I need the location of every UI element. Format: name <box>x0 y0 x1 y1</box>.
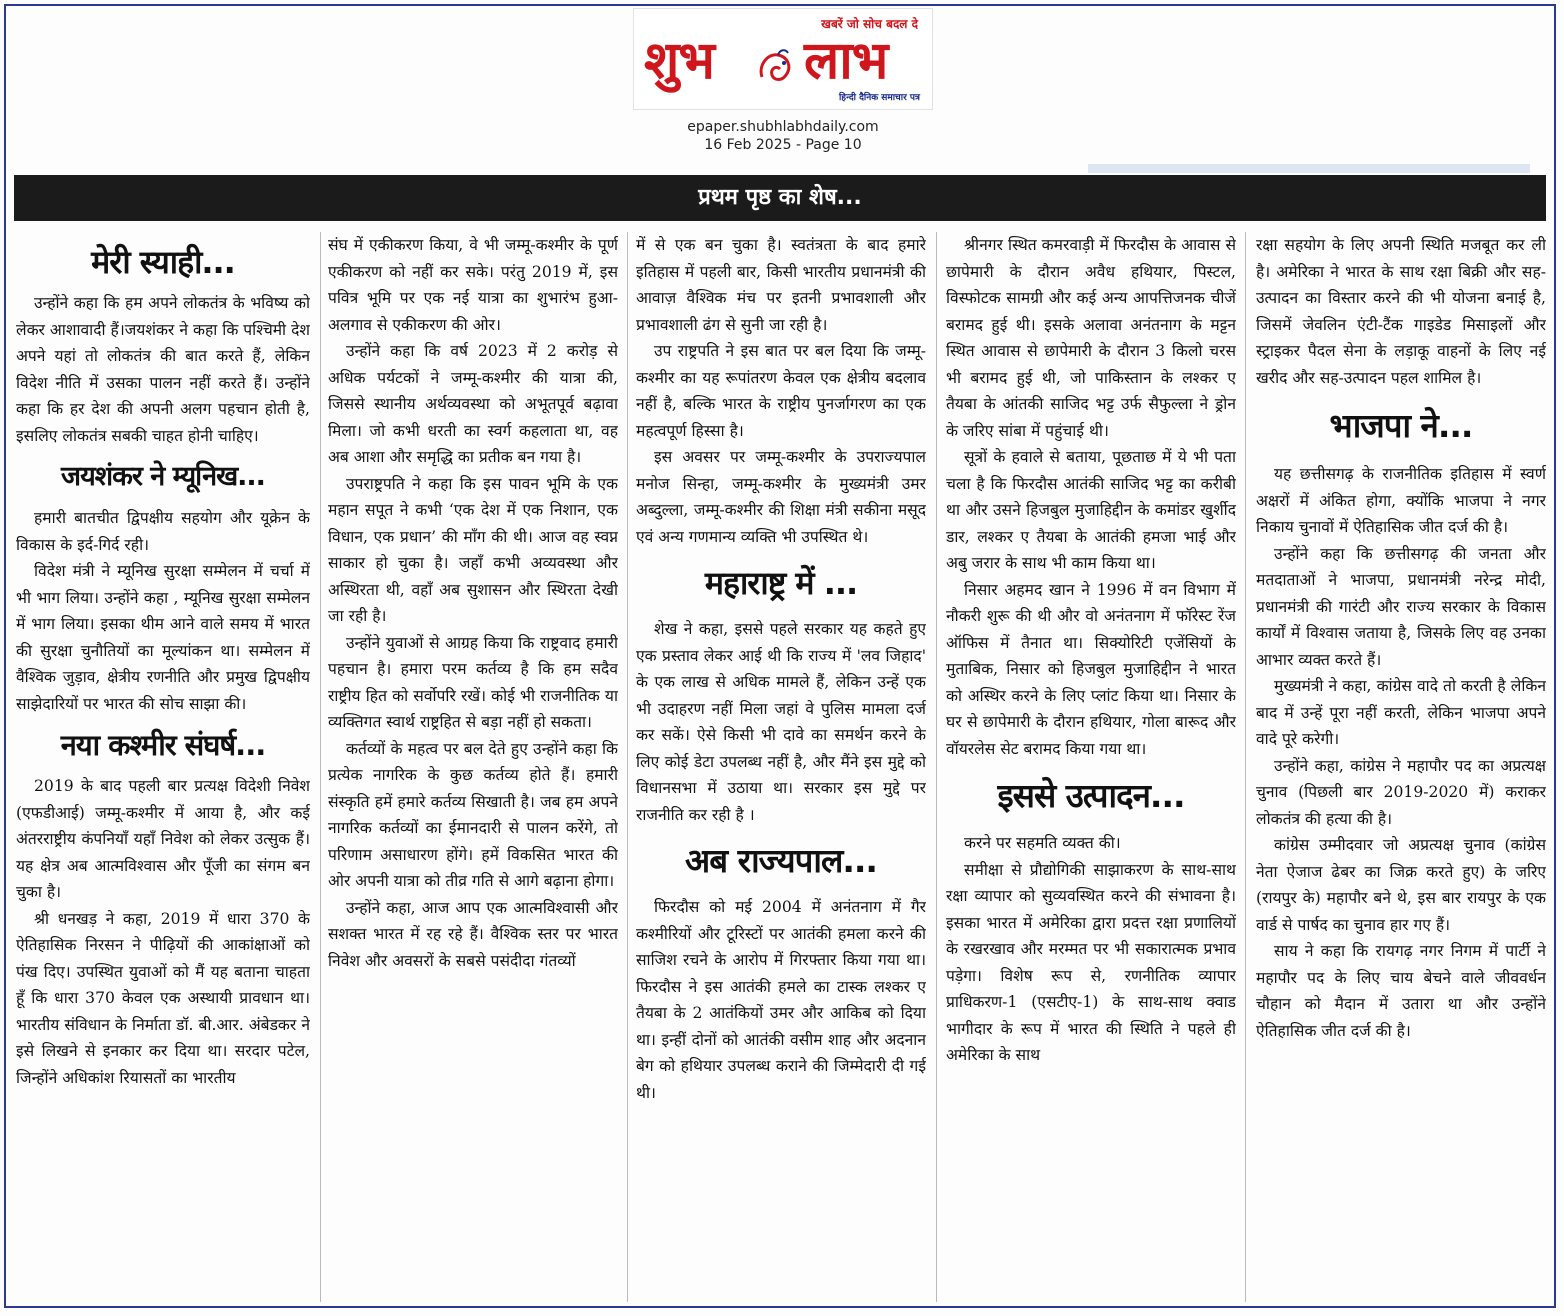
article-paragraph: उन्होंने कहा कि हम अपने लोकतंत्र के भविष्य को लेकर आशावादी हैं।जयशंकर ने कहा कि पश्चिमी देश अपने यहां तो लोकतंत्र की बात करते हैं, लेकिन विदेश नीति में उसका पालन नहीं करते हैं। उन्होंने कहा कि हर देश की अपनी अलग पहचान होती है, इसलिए लोकतंत्र सबकी चाहत होनी चाहिए। <box>16 294 310 445</box>
article-paragraph: उन्होंने कहा कि वर्ष 2023 में 2 करोड़ से अधिक पर्यटकों ने जम्मू-कश्मीर की यात्रा की, जिससे स्थानीय अर्थव्यवस्था को अभूतपूर्व बढ़ावा मिला। जो कभी धरती का स्वर्ग कहलाता था, वह अब आशा और समृद्धि का प्रतीक बन गया है। <box>328 342 618 466</box>
article-paragraph: उन्होंने युवाओं से आग्रह किया कि राष्ट्रवाद हमारी पहचान है। हमारा परम कर्तव्य है कि हम सदैव राष्ट्रीय हित को सर्वोपरि रखें। कोई भी राजनीतिक या व्यक्तिगत स्वार्थ राष्ट्रहित से बड़ा नहीं हो सकता। <box>328 633 618 731</box>
page-info <box>560 118 1006 154</box>
ganesh-logo-icon <box>754 47 800 87</box>
headline-meri-syahi: मेरी स्याही... <box>91 243 235 281</box>
column-1 <box>16 232 310 1307</box>
column-2 <box>328 232 618 1307</box>
column-3 <box>636 232 926 1307</box>
headline-naya-kashmir: नया कश्मीर संघर्ष... <box>60 728 266 762</box>
section-banner: प्रथम पृष्ठ का शेष... <box>14 175 1546 221</box>
article-paragraph: रक्षा सहयोग के लिए अपनी स्थिति मजबूत कर ली है। अमेरिका ने भारत के साथ रक्षा बिक्री और सह-उत्पादन का विस्तार करने की भी योजना बनाई है, जिसमें जेवलिन एंटी-टैंक गाइडेड मिसाइलों और स्ट्राइकर पैदल सेना के लड़ाकू वाहनों के लिए नई खरीद और सह-उत्पादन पहल शामिल है। <box>1256 236 1546 387</box>
headline-ab-rajyapal: अब राज्यपाल... <box>685 841 877 880</box>
masthead-tagline: खबरें जो सोच बदल दे <box>821 17 918 31</box>
article-paragraph: यह छत्तीसगढ़ के राजनीतिक इतिहास में स्वर्ण अक्षरों में अंकित होगा, क्योंकि भाजपा ने नगर निकाय चुनावों में ऐतिहासिक जीत दर्ज की है। <box>1256 465 1546 536</box>
column-5 <box>1256 232 1546 1307</box>
epaper-url[interactable]: epaper.shubhlabhdaily.com <box>687 119 879 135</box>
logo-word-right: लाभ <box>804 31 888 91</box>
article-paragraph: उन्होंने कहा कि छत्तीसगढ़ की जनता और मतदाताओं ने भाजपा, प्रधानमंत्री नरेन्द्र मोदी, प्रधानमंत्री की गारंटी और राज्य सरकार के विकास कार्यों में विश्वास जताया है, जिसके लिए वह उनका आभार व्यक्त करते हैं। <box>1256 544 1546 669</box>
article-paragraph: उप राष्ट्रपति ने इस बात पर बल दिया कि जम्मू-कश्मीर का यह रूपांतरण केवल एक क्षेत्रीय बदलाव नहीं है, बल्कि भारत के राष्ट्रीय पुनर्जागरण का एक महत्वपूर्ण हिस्सा है। <box>636 342 926 440</box>
headline-maharashtra: महाराष्ट्र में ... <box>704 564 858 602</box>
article-paragraph: 2019 के बाद पहली बार प्रत्यक्ष विदेशी निवेश (एफडीआई) जम्मू-कश्मीर में आया है, और कई अंतरराष्ट्रीय कंपनियाँ यहाँ निवेश को लेकर उत्सुक हैं। यह क्षेत्र अब आत्मविश्वास और पूँजी का संगम बन चुका है। <box>16 777 310 901</box>
article-paragraph: करने पर सहमति व्यक्त की। <box>964 834 1121 852</box>
article-paragraph: उन्होंने कहा, कांग्रेस ने महापौर पद का अप्रत्यक्ष चुनाव (पिछली बार 2019-2020 में) कराकर लोकतंत्र की हत्या की है। <box>1256 756 1546 828</box>
article-paragraph: श्री धनखड़ ने कहा, 2019 में धारा 370 के ऐतिहासिक निरसन ने पीढ़ियों की आकांक्षाओं को पंख दिए। उपस्थित युवाओं को मैं यह बताना चाहता हूँ कि धारा 370 केवल एक अस्थायी प्रावधान था। भारतीय संविधान के निर्माता डॉ. बी.आर. अंबेडकर ने इसे लिखने से इनकार कर दिया था। सरदार पटेल, जिन्होंने अधिकांश रियासतों का भारतीय <box>16 909 310 1087</box>
article-paragraph: फिरदौस को मई 2004 में अनंतनाग में गैर कश्मीरियों और टूरिस्टों पर आतंकी हमला करने की साजिश रचने के आरोप में गिरफ्तार किया गया था। फिरदौस ने इस आतंकी हमले का टास्क लश्कर ए तैयबा के 2 आतंकियों उमर और आकिब को दिया था। इन्हीं दोनों को आतंकी वसीम शाह और अदनान बेग को हथियार उपलब्ध कराने की जिम्मेदारी दी गई थी। <box>636 898 926 1102</box>
article-paragraph: कर्तव्यों के महत्व पर बल देते हुए उन्होंने कहा कि प्रत्येक नागरिक के कुछ कर्तव्य होते हैं। हमारी संस्कृति हमें हमारे कर्तव्य सिखाती है। जब हम अपने नागरिक कर्तव्यों का ईमानदारी से पालन करेंगे, तो परिणाम असाधारण होंगे। हमें विकसित भारत की ओर अपनी यात्रा को तीव्र गति से आगे बढ़ाना होगा। <box>328 739 618 890</box>
decorative-rule <box>1088 164 1530 173</box>
masthead-subline: हिन्दी दैनिक समाचार पत्र <box>838 93 920 103</box>
article-paragraph: में से एक बन चुका है। स्वतंत्रता के बाद हमारे इतिहास में पहली बार, किसी भारतीय प्रधानमंत्री की आवाज़ वैश्विक मंच पर इतनी प्रभावशाली और प्रभावशाली ढंग से सुनी जा रही है। <box>636 236 926 334</box>
article-paragraph: विदेश मंत्री ने म्यूनिख सुरक्षा सम्मेलन में चर्चा में भी भाग लिया। उन्होंने कहा , म्यूनिख सुरक्षा सम्मेलन में भाग लिया। इसका थीम आने वाले समय में भारत की सुरक्षा चुनौतियों का मूल्यांकन था। सम्मेलन में वैश्विक जुड़ाव, क्षेत्रीय रणनीति और प्रमुख द्विपक्षीय साझेदारियों पर भारत की सोच साझा की। <box>16 562 310 713</box>
headline-bhajpa-ne: भाजपा ने... <box>1329 406 1473 445</box>
article-paragraph: साय ने कहा कि रायगढ़ नगर निगम में पार्टी ने महापौर पद के लिए चाय बेचने वाले जीववर्धन चौहान को मैदान में उतारा था और उन्होंने ऐतिहासिक जीत दर्ज की है। <box>1256 942 1546 1040</box>
article-paragraph: कांग्रेस उम्मीदवार जो अप्रत्यक्ष चुनाव (कांग्रेस नेता ऐजाज ढेबर का जिक्र करते हुए) के जरिए (रायपुर के) महापौर बने थे, इस बार रायपुर के एक वार्ड से पार्षद का चुनाव हार गए हैं। <box>1256 836 1546 934</box>
article-paragraph: संघ में एकीकरण किया, वे भी जम्मू-कश्मीर के पूर्ण एकीकरण को नहीं कर सके। परंतु 2019 में, इस पवित्र भूमि पर एक नई यात्रा का शुभारंभ हुआ-अलगाव से एकीकरण की ओर। <box>328 236 618 334</box>
article-paragraph: सूत्रों के हवाले से बताया, पूछताछ में ये भी पता चला है कि फिरदौस आतंकी साजिद भट्ट का करीबी था और उसने हिजबुल मुजाहिद्दीन के कमांडर खुर्शीद डार, लश्कर ए तैयबा के आतंकी हमजा भाई और अबु जरार के साथ भी काम किया था। <box>946 448 1236 572</box>
article-paragraph: उन्होंने कहा, आज आप एक आत्मविश्वासी और सशक्त भारत में रह रहे हैं। वैश्विक स्तर पर भारत निवेश और अवसरों के सबसे पसंदीदा गंतव्यों <box>328 898 618 970</box>
masthead <box>633 8 933 110</box>
column-rule <box>627 232 628 1302</box>
article-paragraph: निसार अहमद खान ने 1996 में वन विभाग में नौकरी शुरू की थी और वो अनंतनाग में फॉरेस्ट रेंज ऑफिस में तैनात था। सिक्योरिटी एजेंसियों के मुताबिक, निसार को हिजबुल मुजाहिद्दीन ने भारत को अस्थिर करने के लिए प्लांट किया था। निसार के घर से छापेमारी के दौरान हथियार, गोला बारूद और वॉयरलेस सेट बरामद किया गया था। <box>946 580 1236 758</box>
article-paragraph: मुख्यमंत्री ने कहा, कांग्रेस वादे तो करती है लेकिन बाद में उन्हें पूरा नहीं करती, लेकिन भाजपा अपने वादे पूरे करेगी। <box>1256 677 1546 748</box>
headline-isse-utpadan: इससे उत्पादन... <box>997 776 1185 815</box>
headline-jaishankar-munich: जयशंकर ने म्यूनिख... <box>61 461 265 492</box>
column-rule <box>320 232 321 1302</box>
column-rule <box>936 232 937 1302</box>
column-4 <box>946 232 1236 1307</box>
article-paragraph: हमारी बातचीत द्विपक्षीय सहयोग और यूक्रेन के विकास के इर्द-गिर्द रही। <box>16 509 310 554</box>
article-paragraph: समीक्षा से प्रौद्योगिकी साझाकरण के साथ-साथ रक्षा व्यापार को सुव्यवस्थित करने की संभावना है। इसका भारत में अमेरिका द्वारा प्रदत्त रक्षा प्रणालियों के रखरखाव और मरम्मत पर भी सकारात्मक प्रभाव पड़ेगा। विशेष रूप से, रणनीतिक व्यापार प्राधिकरण-1 (एसटीए-1) के साथ-साथ क्वाड भागीदार के रूप में भारत की स्थिति ने पहले ही अमेरिका के साथ <box>946 860 1236 1064</box>
article-paragraph: श्रीनगर स्थित कमरवाड़ी में फिरदौस के आवास से छापेमारी के दौरान अवैध हथियार, पिस्टल, विस्फोटक सामग्री और कई अन्य आपत्तिजनक चीजें बरामद हुई थी। इसके अलावा अनंतनाग के मट्टन स्थित आवास से छापेमारी के दौरान 3 किलो चरस भी बरामद हुई थी, जो पाकिस्तान के लश्कर ए तैयबा के आंतकी साजिद भट्ट उर्फ सैफुल्ला ने ड्रोन के जरिए सांबा में पहुंचाई थी। <box>946 236 1236 440</box>
logo-word-left: शुभ <box>644 31 714 91</box>
article-paragraph: उपराष्ट्रपति ने कहा कि इस पावन भूमि के एक महान सपूत ने कभी ‘एक देश में एक निशान, एक विधान, एक प्रधान’ की माँग की थी। आज वह स्वप्न साकार हो चुका है। जहाँ कभी अव्यवस्था और अस्थिरता थी, वहाँ अब सुशासन और स्थिरता देखी जा रही है। <box>328 474 618 625</box>
article-paragraph: इस अवसर पर जम्मू-कश्मीर के उपराज्यपाल मनोज सिन्हा, जम्मू-कश्मीर के मुख्यमंत्री उमर अब्दुल्ला, जम्मू-कश्मीर की शिक्षा मंत्री सकीना मसूद एवं अन्य गणमान्य व्यक्ति भी उपस्थित थे। <box>636 448 926 546</box>
date-page: 16 Feb 2025 - Page 10 <box>704 137 862 153</box>
column-rule <box>1245 232 1246 1302</box>
article-paragraph: शेख ने कहा, इससे पहले सरकार यह कहते हुए एक प्रस्ताव लेकर आई थी कि राज्य में 'लव जिहाद' के एक लाख से अधिक मामले हैं, लेकिन उन्हें एक भी उदाहरण नहीं मिला जहां वे पुलिस मामला दर्ज कर सकें। ऐसे किसी भी दावे का समर्थन करने के लिए कोई डेटा उपलब्ध नहीं है, और मैंने इस मुद्दे को विधानसभा में उठाया था। सरकार इस मुद्दे पर राजनीति कर रही है । <box>636 620 926 824</box>
